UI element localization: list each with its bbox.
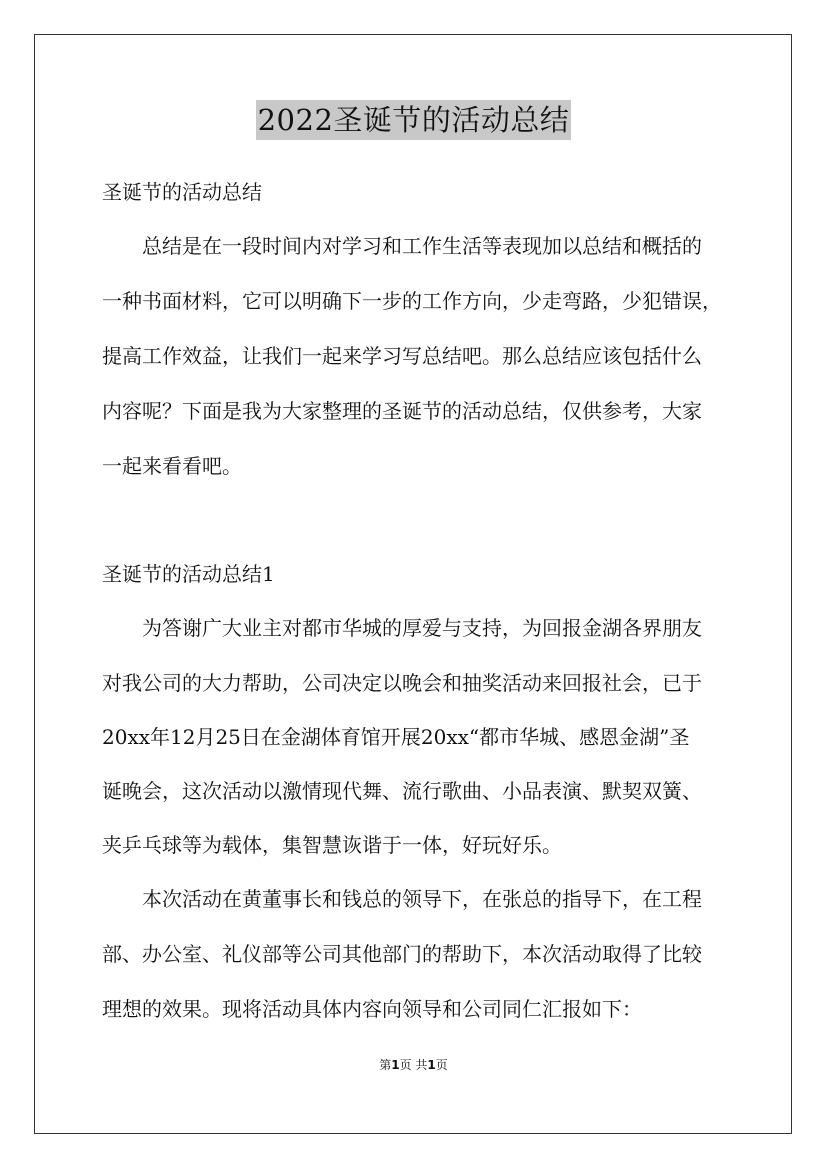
paragraph-line: 提高工作效益，让我们一起来学习写总结吧。那么总结应该包括什么 xyxy=(102,344,702,368)
paragraph-line: 理想的效果。现将活动具体内容向领导和公司同仁汇报如下： xyxy=(102,997,642,1021)
paragraph-line: 内容呢？下面是我为大家整理的圣诞节的活动总结，仅供参考，大家 xyxy=(102,399,702,423)
paragraph-line: 夹乒乓球等为载体，集智慧诙谐于一体，好玩好乐。 xyxy=(102,833,562,857)
document-title: 2022圣诞节的活动总结 xyxy=(256,100,572,140)
section-heading: 圣诞节的活动总结1 xyxy=(102,562,275,586)
footer-page-suffix: 页 xyxy=(435,1058,448,1072)
paragraph-line: 一种书面材料，它可以明确下一步的工作方向，少走弯路，少犯错误， xyxy=(102,289,722,313)
page-footer xyxy=(0,1056,827,1073)
paragraph-line: 总结是在一段时间内对学习和工作生活等表现加以总结和概括的 xyxy=(102,234,702,258)
paragraph-line: 部、办公室、礼仪部等公司其他部门的帮助下，本次活动取得了比较 xyxy=(102,942,702,966)
paragraph-line: 对我公司的大力帮助，公司决定以晚会和抽奖活动来回报社会，已于 xyxy=(102,671,702,695)
paragraph-line: 一起来看看吧。 xyxy=(102,454,242,478)
footer-page-current: 1 xyxy=(391,1058,400,1072)
title-wrap xyxy=(0,100,827,140)
footer-page-mid: 页 共 xyxy=(399,1058,428,1072)
paragraph-line: 为答谢广大业主对都市华城的厚爱与支持，为回报金湖各界朋友 xyxy=(102,616,702,640)
footer-page-prefix: 第 xyxy=(379,1058,392,1072)
paragraph-line: 诞晚会，这次活动以激情现代舞、流行歌曲、小品表演、默契双簧、 xyxy=(102,779,702,803)
section-heading: 圣诞节的活动总结 xyxy=(102,180,262,204)
paragraph-line: 本次活动在黄董事长和钱总的领导下，在张总的指导下，在工程 xyxy=(102,887,702,911)
paragraph-line: 20xx年12月25日在金湖体育馆开展20xx“都市华城、感恩金湖”圣 xyxy=(102,725,690,749)
footer-page-total: 1 xyxy=(427,1058,436,1072)
